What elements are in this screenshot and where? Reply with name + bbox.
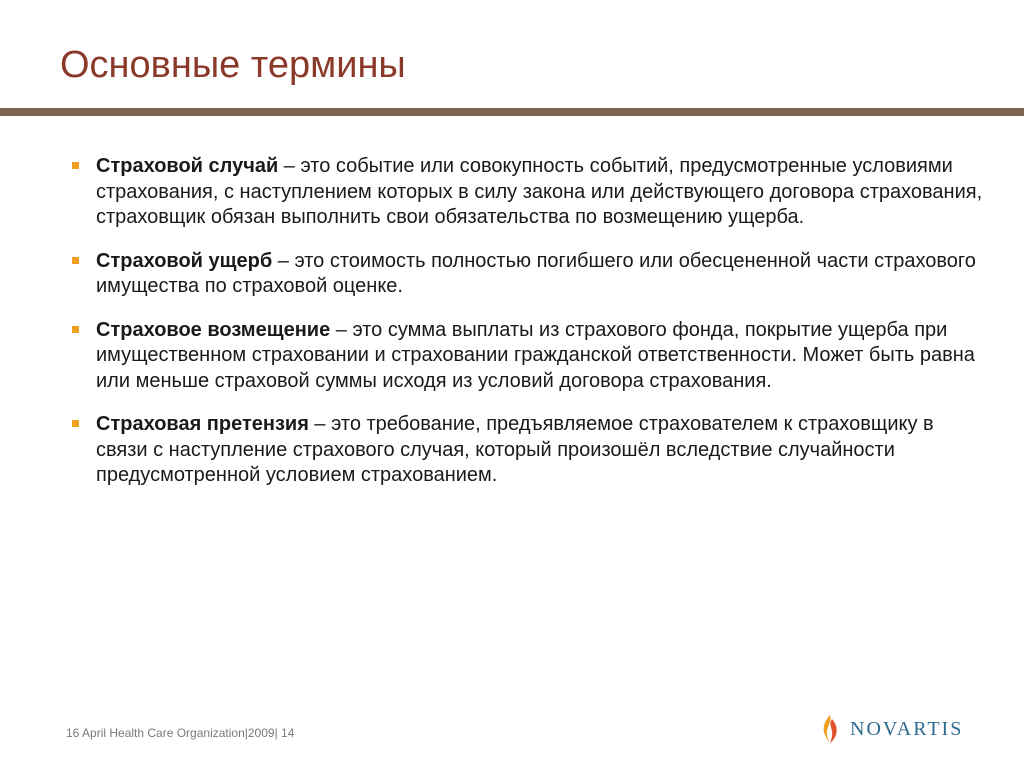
list-item [70,318,985,395]
term-label: Страховая претензия [96,413,309,435]
term-label: Страховой случай [96,155,279,177]
list-item [70,249,985,300]
logo-wordmark: NOVARTIS [850,717,964,740]
slide-footer: 16 April Health Care Organization|2009| 14 [66,726,295,740]
novartis-logo [818,712,963,746]
square-bullet-icon [72,326,79,333]
title-divider [0,108,1024,116]
term-definition: – это сумма выплаты из страхового фонда, покрытие ущерба при имущественном страховании и страховании гражданской ответственности. Может быть равна или меньше страховой суммы исходя из условий договора страхования. [96,318,975,392]
square-bullet-icon [72,162,79,169]
list-item [70,154,985,231]
square-bullet-icon [72,420,79,427]
term-definition: – это требование, предъявляемое страхователем к страховщику в связи с наступление страхового случая, который произошёл вследствие случайности предусмотренной условием страхованием. [96,413,934,486]
square-bullet-icon [72,257,79,264]
term-label: Страховой ущерб [96,249,273,272]
bullet-list [70,154,985,507]
slide-title: Основные термины [60,44,406,86]
term-definition: – это событие или совокупность событий, предусмотренные условиями страхования, с наступлением которых в силу закона или действующего договора страхования, страховщик обязан выполнить свои обязательства по возмещению ущерба. [96,155,983,228]
novartis-flame-logo-icon [818,713,842,745]
term-definition: – это стоимость полностью погибшего или обесцененной части страхового имущества по страховой оценке. [96,249,976,297]
term-label: Страховое возмещение [96,318,331,341]
list-item [70,412,985,489]
